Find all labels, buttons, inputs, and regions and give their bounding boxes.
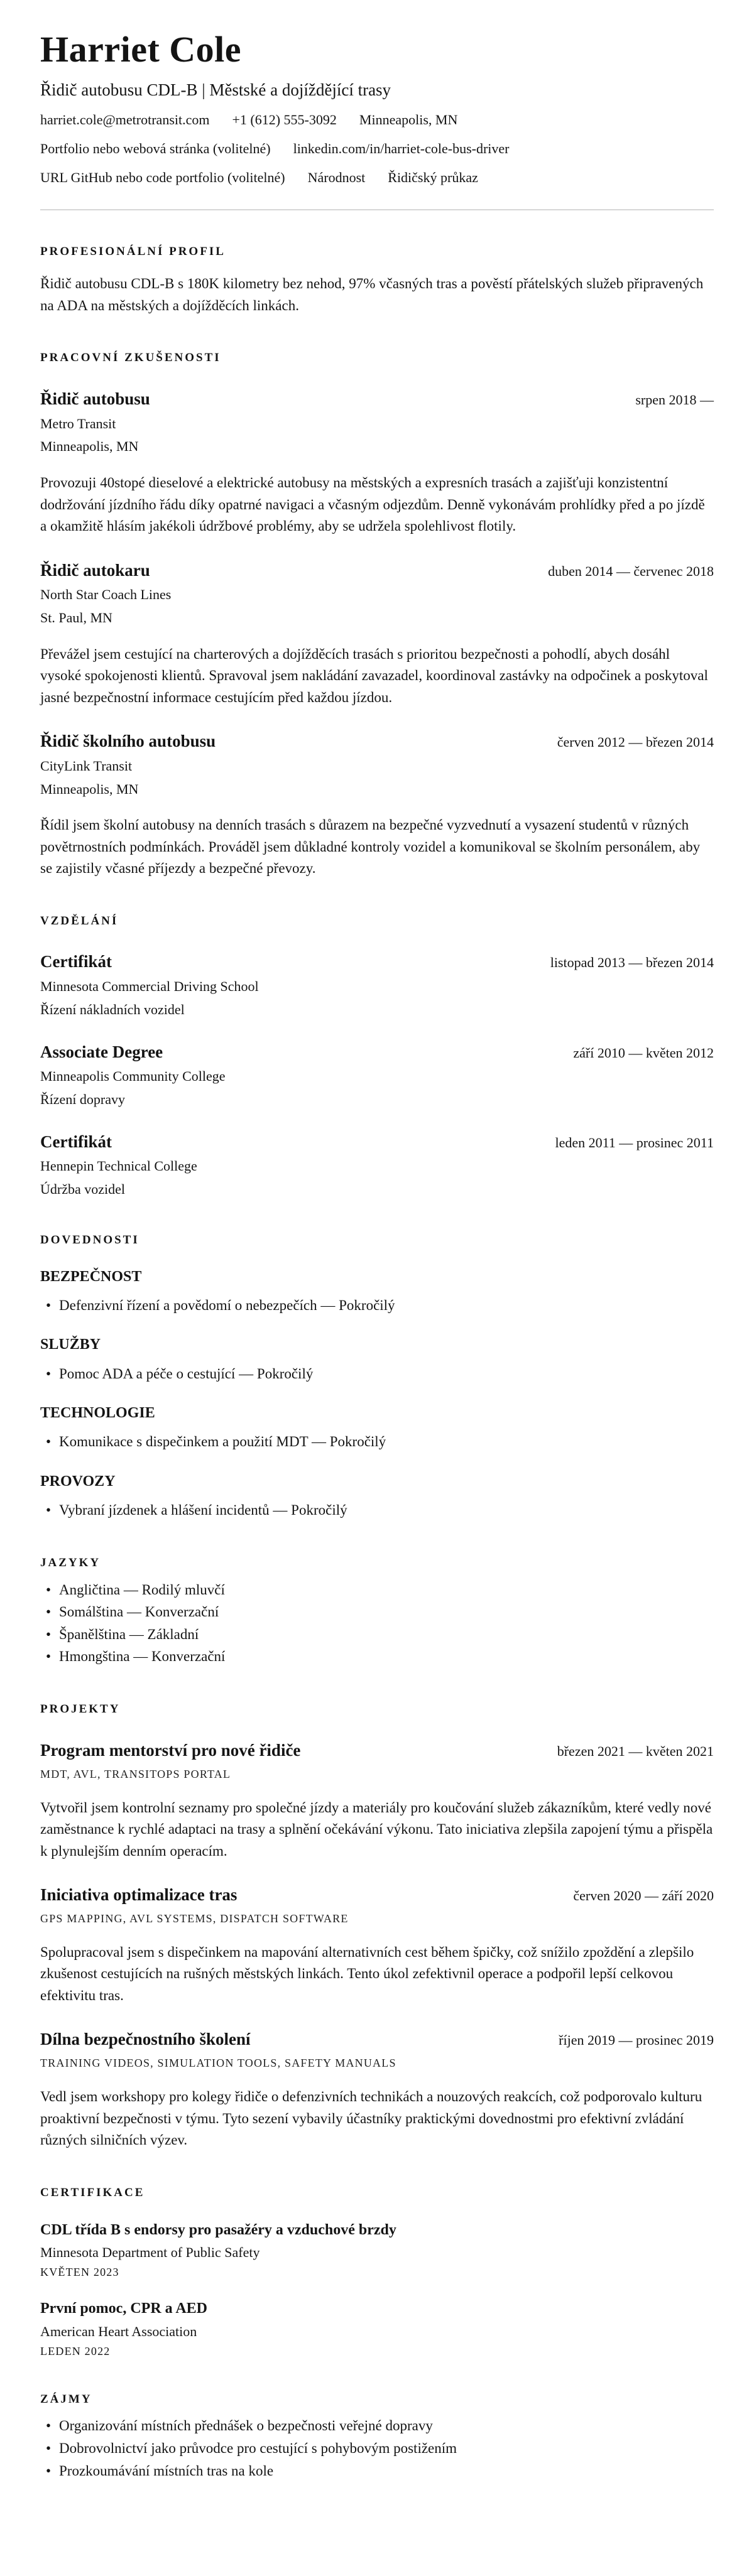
language-item: • Somálština — Konverzační <box>40 1601 714 1623</box>
education-dates: listopad 2013 — březen 2014 <box>550 955 714 971</box>
education-entry <box>40 951 714 1019</box>
project-entry <box>40 2029 714 2151</box>
interests-section-heading: ZÁJMY <box>40 2392 92 2406</box>
skill-list <box>40 1431 714 1453</box>
project-dates: červen 2020 — září 2020 <box>573 1888 714 1904</box>
education-degree: Associate Degree <box>40 1042 163 1061</box>
portfolio-placeholder-text: Portfolio nebo webová stránka (volitelné) <box>40 140 271 156</box>
job-entry-header <box>40 731 714 752</box>
location-text: Minneapolis, MN <box>359 112 458 128</box>
skill-group-name: PROVOZY <box>40 1473 116 1490</box>
certifications-section-heading: CERTIFIKACE <box>40 2185 145 2199</box>
job-company: North Star Coach Lines <box>40 587 172 603</box>
email-text[interactable]: harriet.cole@metrotransit.com <box>40 112 210 128</box>
education-section-heading: VZDĚLÁNÍ <box>40 914 119 928</box>
interest-item: • Prozkoumávání místních tras na kole <box>40 2460 714 2482</box>
education-entry-header <box>40 1042 714 1063</box>
profile-section-heading: PROFESIONÁLNÍ PROFIL <box>40 244 226 258</box>
section-interests <box>40 2392 714 2482</box>
job-dates: červen 2012 — březen 2014 <box>557 734 714 750</box>
skill-item: • Pomoc ADA a péče o cestující — Pokročilý <box>40 1363 714 1385</box>
skills-section-heading: DOVEDNOSTI <box>40 1233 139 1247</box>
certification-entry <box>40 2299 714 2357</box>
certification-title: CDL třída B s endorsy pro pasažéry a vzduchové brzdy <box>40 2222 396 2239</box>
section-certifications <box>40 2185 714 2358</box>
job-entry <box>40 560 714 709</box>
project-dates: březen 2021 — květen 2021 <box>557 1743 714 1759</box>
skill-item: • Defenzivní řízení a povědomí o nebezpečích — Pokročilý <box>40 1294 714 1317</box>
project-title: Program mentorství pro nové řidiče <box>40 1740 301 1760</box>
linkedin-link-text[interactable]: linkedin.com/in/harriet-cole-bus-driver <box>293 140 510 156</box>
job-company: CityLink Transit <box>40 757 133 774</box>
skill-group-name: BEZPEČNOST <box>40 1268 142 1285</box>
section-profile <box>40 244 714 317</box>
project-dates: říjen 2019 — prosinec 2019 <box>559 2032 714 2048</box>
job-entry <box>40 389 714 538</box>
job-entry <box>40 731 714 880</box>
project-entry-header <box>40 2029 714 2050</box>
project-title: Dílna bezpečnostního školení <box>40 2030 251 2049</box>
contact-row-1 <box>40 111 714 130</box>
project-tools: MDT, AVL, TRANSITOPS PORTAL <box>40 1767 231 1780</box>
certification-date: LEDEN 2022 <box>40 2344 111 2357</box>
education-field: Řízení nákladních vozidel <box>40 1001 185 1017</box>
project-title: Iniciativa optimalizace tras <box>40 1885 238 1905</box>
experience-section-heading: PRACOVNÍ ZKUŠENOSTI <box>40 351 221 365</box>
languages-section-heading: JAZYKY <box>40 1556 101 1569</box>
section-experience <box>40 350 714 880</box>
job-company: Metro Transit <box>40 415 116 431</box>
job-entry-header <box>40 560 714 582</box>
language-item: • Hmongština — Konverzační <box>40 1645 714 1668</box>
job-location: St. Paul, MN <box>40 609 112 625</box>
project-tools: GPS MAPPING, AVL SYSTEMS, DISPATCH SOFTWARE <box>40 1912 349 1925</box>
skill-list <box>40 1294 714 1317</box>
job-title: Řidič autobusu <box>40 389 150 408</box>
interest-list <box>40 2415 714 2482</box>
project-entry <box>40 1740 714 1862</box>
section-education <box>40 914 714 1199</box>
drivers-license-text: Řidičský průkaz <box>388 169 478 185</box>
skill-group <box>40 1404 714 1453</box>
github-placeholder-text: URL GitHub nebo code portfolio (volitelné) <box>40 169 285 185</box>
skill-item: • Vybraní jízdenek a hlášení incidentů — Pokročilý <box>40 1499 714 1522</box>
certification-title: První pomoc, CPR a AED <box>40 2300 207 2317</box>
job-description: Převážel jsem cestující na charterových a dojížděcích trasách s prioritou bezpečnosti a pohodlí, abych dosáhl vysoké spokojenosti klientů. Spravoval jsem nakládání zavazadel, koordinoval zastávky na odpočinek a poskytoval jasné bezpečnostní informace cestujícím před každou jízdou. <box>40 646 708 705</box>
skill-group-name: SLUŽBY <box>40 1336 101 1353</box>
project-tools: TRAINING VIDEOS, SIMULATION TOOLS, SAFETY MANUALS <box>40 2057 396 2070</box>
language-list <box>40 1579 714 1669</box>
skill-list <box>40 1363 714 1385</box>
job-title: Řidič autokaru <box>40 560 150 580</box>
interest-item: • Dobrovolnictví jako průvodce pro cestující s pohybovým postižením <box>40 2437 714 2460</box>
job-description: Provozuji 40stopé dieselové a elektrické autobusy na městských a expresních trasách a zajišťuji konzistentní dodržování jízdního řádu díky opatrné navigaci a včasným odjezdům. Denně vykonávám prohlídky před a po jízdě a okamžitě hlásím jakékoli údržbové problémy, aby se udržela spolehlivost flotily. <box>40 475 705 534</box>
skill-group-name: TECHNOLOGIE <box>40 1405 155 1422</box>
skill-item: • Komunikace s dispečinkem a použití MDT — Pokročilý <box>40 1431 714 1453</box>
project-entry <box>40 1885 714 2006</box>
job-dates: duben 2014 — červenec 2018 <box>548 563 714 579</box>
candidate-name: Harriet Cole <box>40 29 242 70</box>
education-school: Minneapolis Community College <box>40 1068 226 1085</box>
skill-group <box>40 1335 714 1385</box>
project-description: Vedl jsem workshopy pro kolegy řidiče o defenzivních technikách a nouzových reakcích, což podporovalo kulturu proaktivní bezpečnosti v týmu. Tyto sezení vybavily účastníky praktickými dovednostmi pro efektivní zvládání různých silničních výzev. <box>40 2089 702 2148</box>
project-entry-header <box>40 1885 714 1906</box>
education-degree: Certifikát <box>40 952 112 971</box>
certification-issuer: Minnesota Department of Public Safety <box>40 2244 260 2261</box>
candidate-title: Řidič autobusu CDL-B | Městské a dojíždějící trasy <box>40 80 391 99</box>
job-location: Minneapolis, MN <box>40 781 139 797</box>
profile-summary-text: Řidič autobusu CDL-B s 180K kilometry bez nehod, 97% včasných tras a pověstí přátelských služeb připravených na ADA na městských a dojížděcích linkách. <box>40 276 704 313</box>
contact-row-2 <box>40 139 714 159</box>
job-dates: srpen 2018 — <box>635 391 714 408</box>
phone-text: +1 (612) 555-3092 <box>232 112 337 128</box>
education-school: Minnesota Commercial Driving School <box>40 978 259 995</box>
education-entry <box>40 1042 714 1109</box>
certification-date: KVĚTEN 2023 <box>40 2266 119 2279</box>
job-entry-header <box>40 389 714 410</box>
project-entry-header <box>40 1740 714 1762</box>
education-degree: Certifikát <box>40 1132 112 1151</box>
education-dates: září 2010 — květen 2012 <box>573 1044 714 1061</box>
skill-group <box>40 1472 714 1522</box>
education-field: Řízení dopravy <box>40 1091 126 1108</box>
resume-header <box>40 29 714 210</box>
section-skills <box>40 1233 714 1522</box>
language-item: • Španělština — Základní <box>40 1623 714 1646</box>
nationality-text: Národnost <box>307 169 366 185</box>
section-projects <box>40 1702 714 2151</box>
job-location: Minneapolis, MN <box>40 438 139 455</box>
section-languages <box>40 1556 714 1668</box>
certification-issuer: American Heart Association <box>40 2323 197 2339</box>
contact-row-3 <box>40 168 714 188</box>
education-school: Hennepin Technical College <box>40 1158 197 1174</box>
language-item: • Angličtina — Rodilý mluvčí <box>40 1579 714 1601</box>
certification-entry <box>40 2221 714 2279</box>
header-divider <box>40 209 714 210</box>
education-entry <box>40 1132 714 1199</box>
interest-item: • Organizování místních přednášek o bezpečnosti veřejné dopravy <box>40 2415 714 2437</box>
education-entry-header <box>40 1132 714 1153</box>
education-field: Údržba vozidel <box>40 1181 125 1198</box>
projects-section-heading: PROJEKTY <box>40 1702 121 1716</box>
job-description: Řídil jsem školní autobusy na denních trasách s důrazem na bezpečné vyzvednutí a vysazení studentů v různých povětrnostních podmínkách. Prováděl jsem důkladné kontroly vozidel a komunikoval se školním personálem, aby se zajistily včasné příjezdy a bezpečné převozy. <box>40 817 701 877</box>
skill-group <box>40 1267 714 1317</box>
education-dates: leden 2011 — prosinec 2011 <box>555 1134 714 1150</box>
skill-list <box>40 1499 714 1522</box>
education-entry-header <box>40 951 714 973</box>
job-title: Řidič školního autobusu <box>40 732 216 751</box>
project-description: Spolupracoval jsem s dispečinkem na mapování alternativních cest během špičky, což snížilo zpoždění a zlepšilo zkušenost cestujících na rušných městských linkách. Tento úkol zefektivnil operace a podpořil lepší celkovou efektivitu tras. <box>40 1944 694 2003</box>
project-description: Vytvořil jsem kontrolní seznamy pro společné jízdy a materiály pro koučování služeb zákazníkům, které vedly nové zaměstnance k rychlé adaptaci na trasy a splnění očekávání výkonu. Tato iniciativa zlepšila zapojení týmu a přispěla k plynulejším denním operacím. <box>40 1799 713 1859</box>
